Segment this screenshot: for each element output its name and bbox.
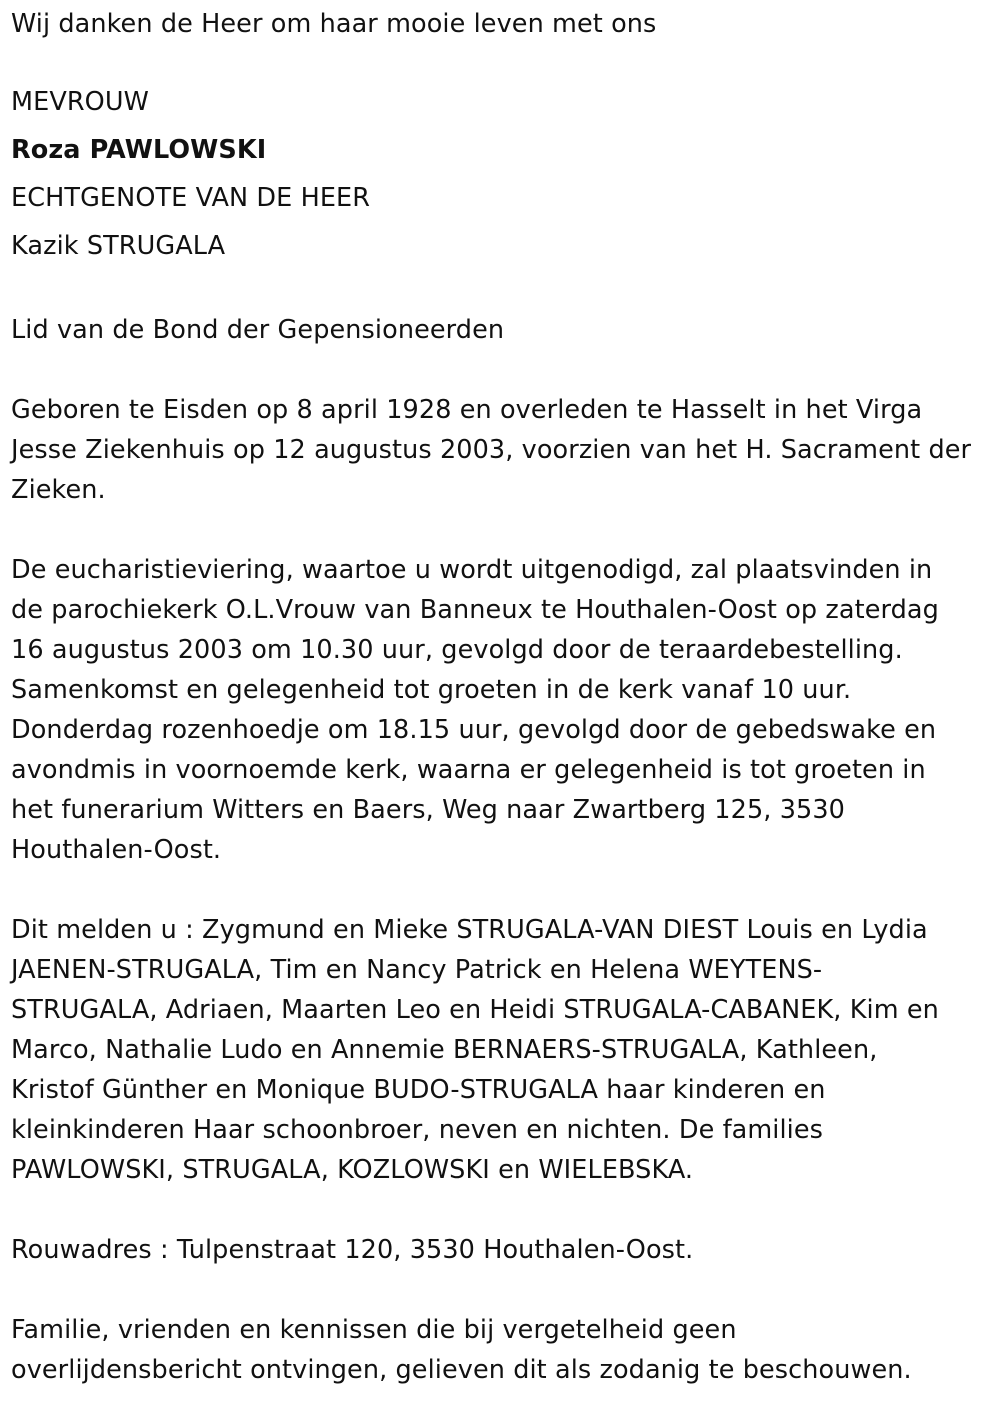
paragraph-line: overlijdensbericht ontvingen, gelieven dit als zodanig te beschouwen.: [11, 1355, 912, 1385]
opening-line: Wij danken de Heer om haar mooie leven met ons: [11, 9, 657, 39]
deceased-header: [11, 78, 995, 270]
paragraph-line: het funerarium Witters en Baers, Weg naar Zwartberg 125, 3530: [11, 795, 845, 825]
paragraph-line: 16 augustus 2003 om 10.30 uur, gevolgd door de teraardebestelling.: [11, 635, 903, 665]
paragraph-line: Jesse Ziekenhuis op 12 augustus 2003, voorzien van het H. Sacrament der: [11, 435, 972, 465]
spacer: [11, 1270, 995, 1310]
paragraph-line: Samenkomst en gelegenheid tot groeten in de kerk vanaf 10 uur.: [11, 675, 852, 705]
paragraph-line: avondmis in voornoemde kerk, waarna er gelegenheid is tot groeten in: [11, 755, 926, 785]
paragraph-line: Marco, Nathalie Ludo en Annemie BERNAERS-STRUGALA, Kathleen,: [11, 1035, 878, 1065]
relation-line: ECHTGENOTE VAN DE HEER: [11, 183, 371, 213]
paragraph-line: Kristof Günther en Monique BUDO-STRUGALA haar kinderen en: [11, 1075, 826, 1105]
mourning-address: Rouwadres : Tulpenstraat 120, 3530 Houthalen-Oost.: [11, 1235, 694, 1265]
paragraph-line: Dit melden u : Zygmund en Mieke STRUGALA-VAN DIEST Louis en Lydia: [11, 915, 928, 945]
paragraph-line: STRUGALA, Adriaen, Maarten Leo en Heidi STRUGALA-CABANEK, Kim en: [11, 995, 939, 1025]
spacer: [11, 350, 995, 390]
birth-death-paragraph: [11, 390, 995, 510]
obituary-document: [11, 4, 995, 1390]
paragraph-line: kleinkinderen Haar schoonbroer, neven en nichten. De families: [11, 1115, 824, 1145]
ceremony-paragraph: [11, 550, 995, 870]
family-paragraph: [11, 910, 995, 1190]
paragraph-line: JAENEN-STRUGALA, Tim en Nancy Patrick en Helena WEYTENS-: [11, 955, 823, 985]
paragraph-line: Zieken.: [11, 475, 106, 505]
paragraph-line: Donderdag rozenhoedje om 18.15 uur, gevolgd door de gebedswake en: [11, 715, 937, 745]
paragraph-line: Geboren te Eisden op 8 april 1928 en overleden te Hasselt in het Virga: [11, 395, 923, 425]
spouse-name: Kazik STRUGALA: [11, 231, 226, 261]
deceased-name: Roza PAWLOWSKI: [11, 135, 267, 165]
spacer: [11, 1190, 995, 1230]
closing-paragraph: [11, 1310, 995, 1390]
paragraph-line: de parochiekerk O.L.Vrouw van Banneux te Houthalen-Oost op zaterdag: [11, 595, 939, 625]
paragraph-line: Houthalen-Oost.: [11, 835, 222, 865]
membership-line: Lid van de Bond der Gepensioneerden: [11, 315, 505, 345]
spacer: [11, 44, 995, 78]
paragraph-line: De eucharistieviering, waartoe u wordt uitgenodigd, zal plaatsvinden in: [11, 555, 933, 585]
spacer: [11, 510, 995, 550]
title-prefix: MEVROUW: [11, 87, 149, 117]
paragraph-line: Familie, vrienden en kennissen die bij vergetelheid geen: [11, 1315, 737, 1345]
spacer: [11, 870, 995, 910]
paragraph-line: PAWLOWSKI, STRUGALA, KOZLOWSKI en WIELEBSKA.: [11, 1155, 694, 1185]
spacer: [11, 270, 995, 310]
